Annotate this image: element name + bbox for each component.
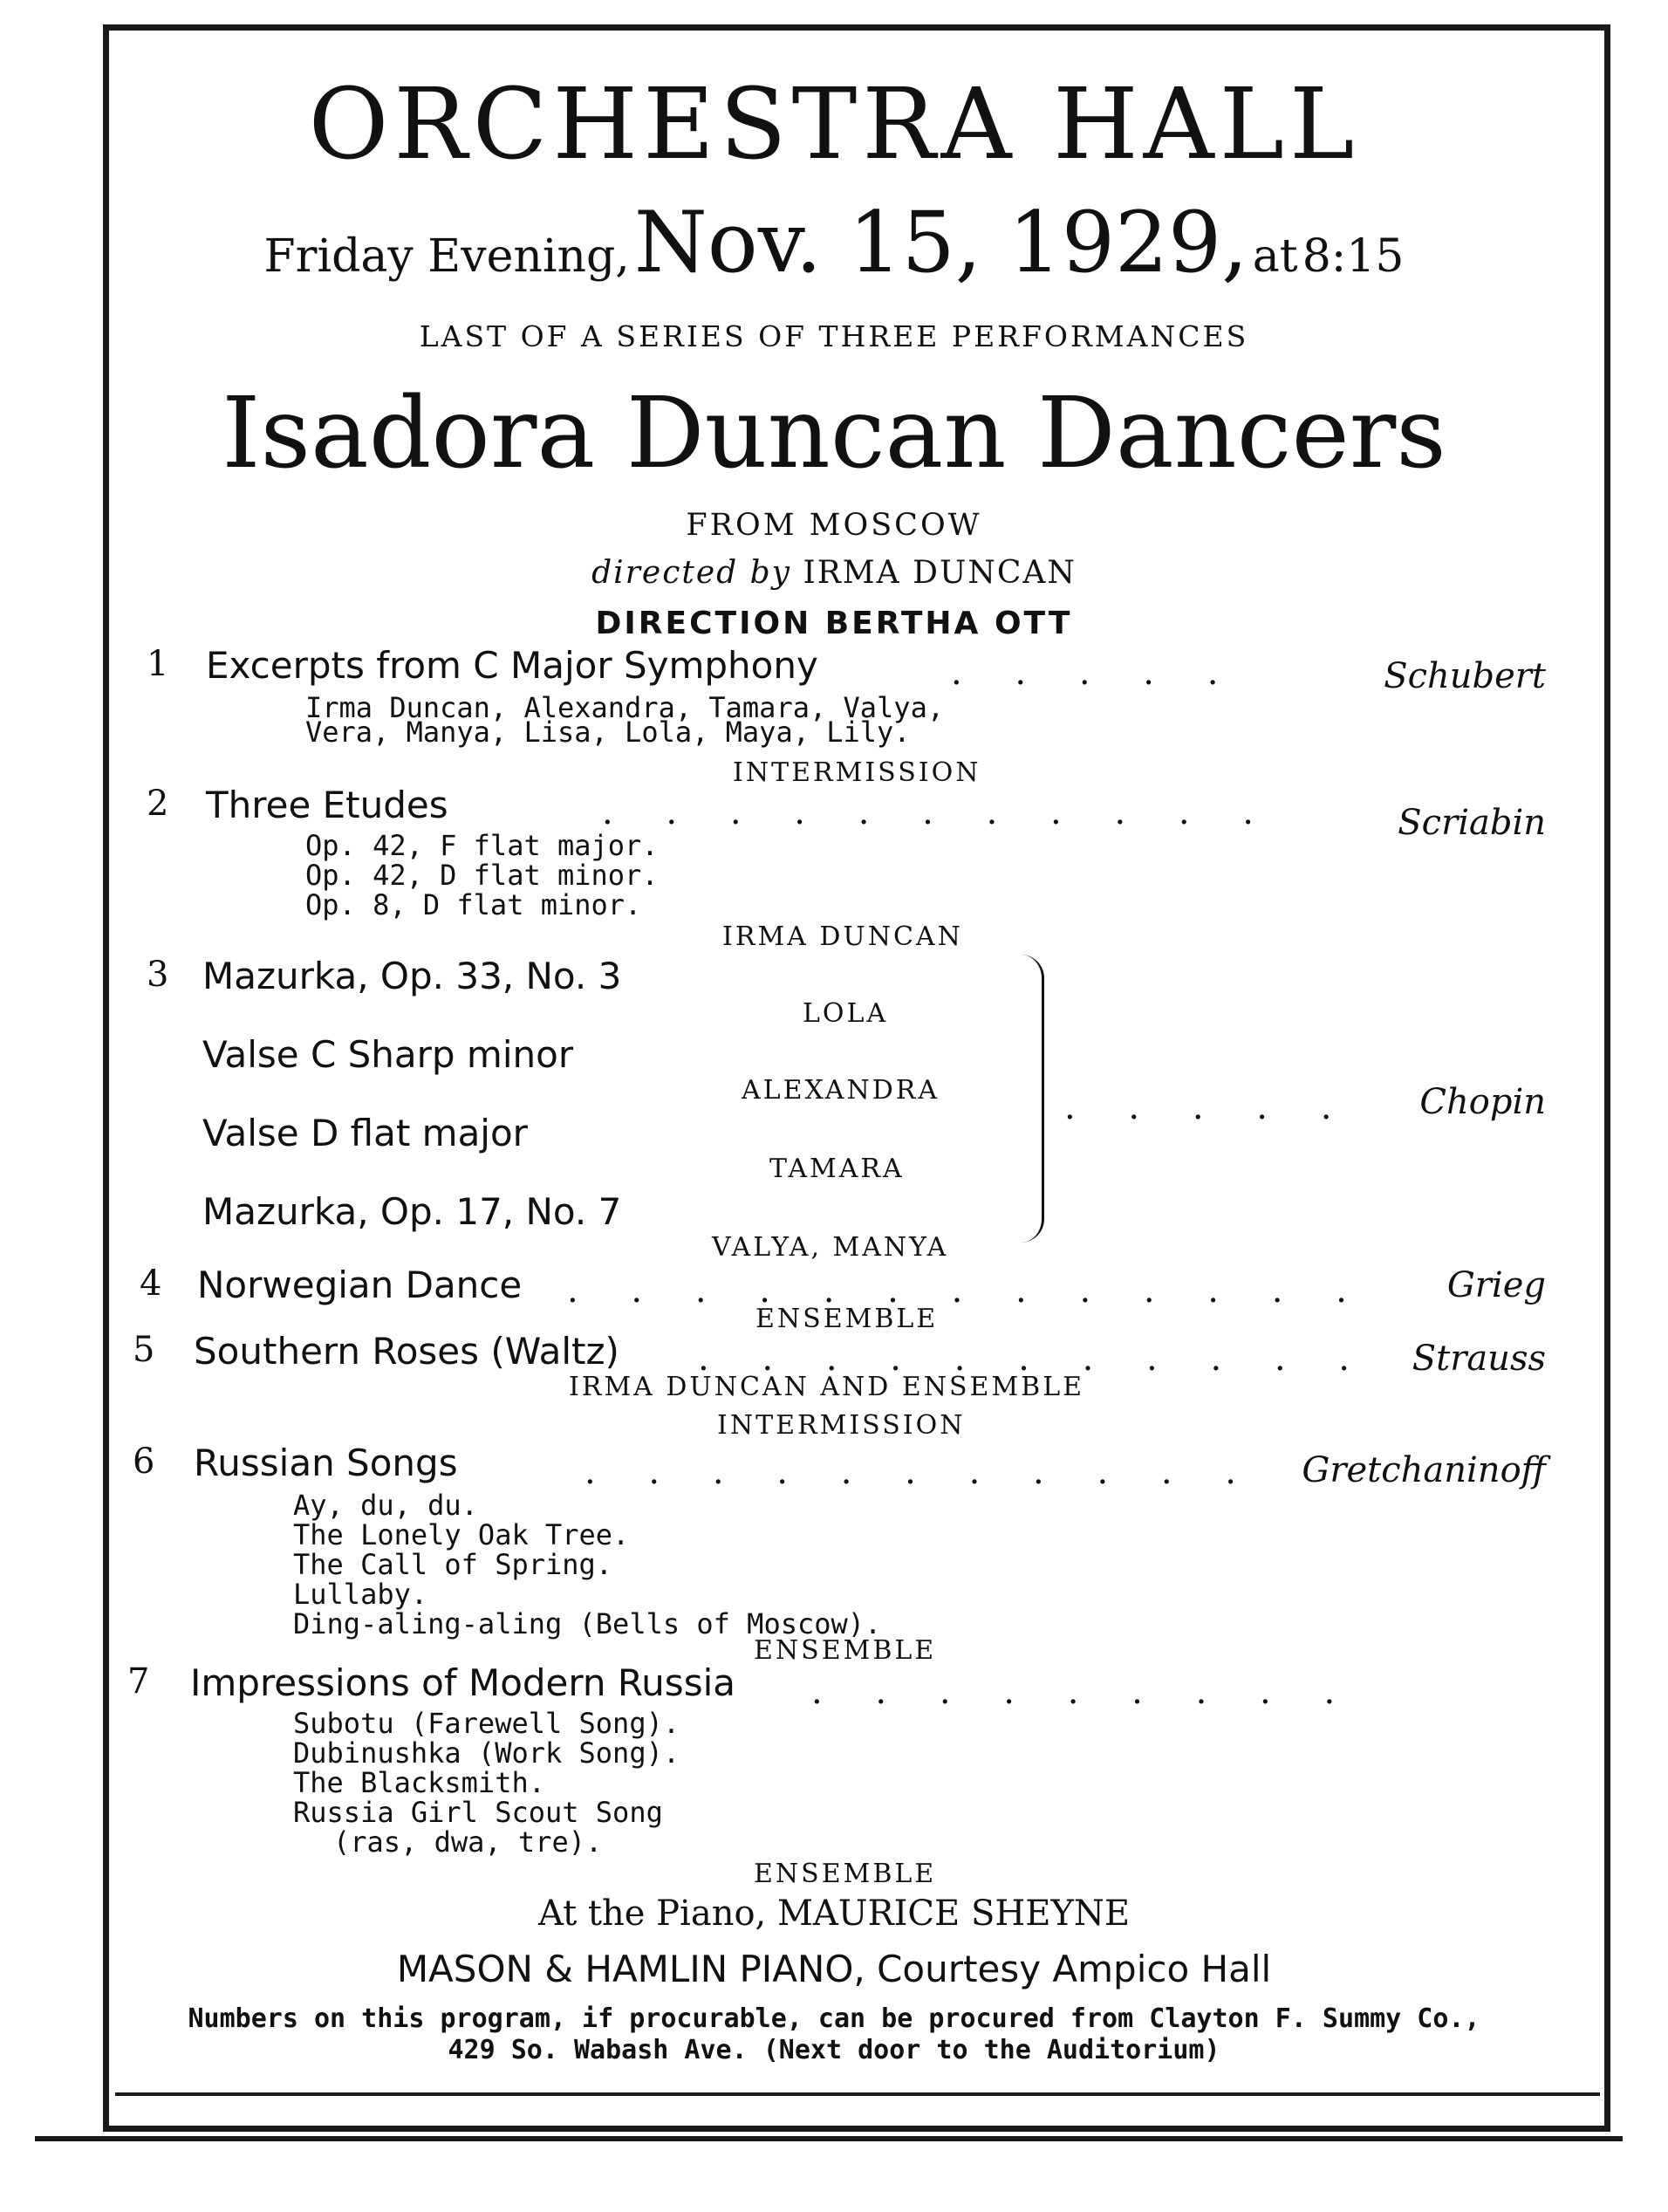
performer-note: INTERMISSION xyxy=(733,757,981,788)
composer: Schubert xyxy=(1384,656,1546,696)
inner-rule xyxy=(115,2092,1600,2096)
detail-line: The Call of Spring. xyxy=(293,1548,613,1581)
detail-line: Ay, du, du. xyxy=(293,1489,478,1522)
director-name: IRMA DUNCAN xyxy=(803,555,1077,591)
at-label: at xyxy=(1252,230,1298,283)
procurement-note: Numbers on this program, if procurable, can be procured from Clayton F. Summy Co., xyxy=(188,2003,1480,2034)
headline: Isadora Duncan Dancers xyxy=(222,377,1446,490)
directed-by-label: directed by xyxy=(591,555,792,591)
leader-dots: . . . . . . . . . . . xyxy=(584,1452,1258,1492)
item-number: 6 xyxy=(133,1442,155,1482)
address-note: 429 So. Wabash Ave. (Next door to the Auditorium) xyxy=(448,2035,1220,2065)
performer-note: VALYA, MANYA xyxy=(712,1232,949,1263)
date-label: Nov. 15, 1929, xyxy=(633,194,1248,291)
time-label: 8:15 xyxy=(1302,230,1405,283)
detail-line: Op. 8, D flat minor. xyxy=(305,888,642,921)
item-title: Southern Roses (Waltz) xyxy=(194,1330,619,1373)
pianist-credit: At the Piano, MAURICE SHEYNE xyxy=(537,1894,1131,1934)
leader-dots: . . . . . . . . . . . . . xyxy=(567,1270,1368,1311)
leader-dots: . . . . . . . . . xyxy=(811,1672,1357,1712)
leader-dots: . . . . . . . . . . . xyxy=(602,792,1275,832)
item-number: 1 xyxy=(147,644,169,684)
item-title: Impressions of Modern Russia xyxy=(190,1661,735,1704)
item-title: Norwegian Dance xyxy=(197,1264,523,1306)
performer-note: ENSEMBLE xyxy=(755,1304,939,1334)
item-title: Valse D flat major xyxy=(202,1112,528,1154)
composer: Scriabin xyxy=(1398,803,1546,843)
date-line xyxy=(0,194,1668,291)
item-title: Valse C Sharp minor xyxy=(202,1033,574,1076)
detail-line: Lullaby. xyxy=(293,1578,428,1611)
item-number: 7 xyxy=(127,1661,150,1702)
detail-line: Op. 42, F flat major. xyxy=(305,829,659,862)
composer: Gretchaninoff xyxy=(1302,1450,1546,1490)
leader-dots: . . . . . xyxy=(951,653,1240,693)
item-title: Three Etudes xyxy=(206,784,448,826)
composer: Chopin xyxy=(1419,1082,1546,1122)
direction-line: DIRECTION BERTHA OTT xyxy=(595,606,1073,641)
detail-line: Irma Duncan, Alexandra, Tamara, Valya, xyxy=(305,691,945,724)
item-number: 2 xyxy=(147,784,169,824)
performer-note: TAMARA xyxy=(769,1154,905,1184)
performer-note: INTERMISSION xyxy=(717,1410,966,1441)
detail-line: Subotu (Farewell Song). xyxy=(293,1707,680,1740)
grouping-brace xyxy=(1021,955,1044,1243)
detail-line: Dubinushka (Work Song). xyxy=(293,1736,680,1770)
detail-line: The Lonely Oak Tree. xyxy=(293,1518,630,1551)
directed-line xyxy=(0,555,1668,591)
item-number: 4 xyxy=(140,1264,162,1304)
series-note: LAST OF A SERIES OF THREE PERFORMANCES xyxy=(419,319,1249,353)
performer-note: IRMA DUNCAN xyxy=(722,921,963,952)
performer-note: ALEXANDRA xyxy=(742,1075,940,1106)
from-line: FROM MOSCOW xyxy=(686,508,982,543)
performer-note: IRMA DUNCAN AND ENSEMBLE xyxy=(569,1372,1085,1402)
detail-line: Russia Girl Scout Song xyxy=(293,1796,663,1829)
outer-rule xyxy=(35,2136,1623,2141)
detail-line: Ding-aling-aling (Bells of Moscow). xyxy=(293,1607,882,1640)
item-title: Mazurka, Op. 17, No. 7 xyxy=(202,1190,622,1233)
item-title: Mazurka, Op. 33, No. 3 xyxy=(202,955,622,997)
composer: Grieg xyxy=(1446,1265,1546,1305)
detail-line: The Blacksmith. xyxy=(293,1766,545,1799)
day-label: Friday Evening, xyxy=(263,230,630,283)
item-number: 3 xyxy=(147,955,169,995)
item-title: Russian Songs xyxy=(194,1442,458,1484)
leader-dots: . . . . . xyxy=(1064,1087,1353,1127)
detail-line: Op. 42, D flat minor. xyxy=(305,859,659,892)
performer-note: LOLA xyxy=(803,998,889,1029)
item-title: Excerpts from C Major Symphony xyxy=(206,644,818,687)
venue-title: ORCHESTRA HALL xyxy=(308,68,1360,181)
composer: Strauss xyxy=(1412,1339,1546,1379)
performer-note: ENSEMBLE xyxy=(754,1859,937,1889)
detail-line: Vera, Manya, Lisa, Lola, Maya, Lily. xyxy=(305,716,911,749)
item-number: 5 xyxy=(133,1330,155,1370)
detail-line: (ras, dwa, tre). xyxy=(333,1825,603,1859)
performer-note: ENSEMBLE xyxy=(754,1635,937,1666)
piano-credit: MASON & HAMLIN PIANO, Courtesy Ampico Hall xyxy=(396,1948,1272,1990)
leader-dots: . . . . . . . . . . . xyxy=(698,1339,1371,1379)
